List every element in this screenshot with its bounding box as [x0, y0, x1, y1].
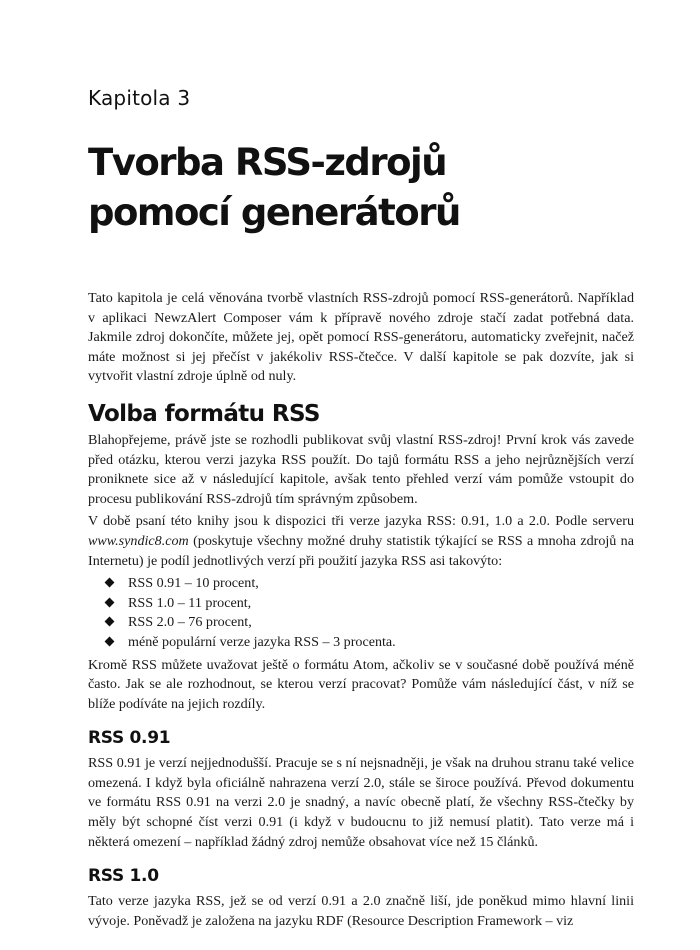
volba-paragraph-2-end: (poskytuje všechny možné druhy statistik týkající se RSS a mnoha zdrojů na Internetu) je podíl jednotlivých verzí při použití jazyka RSS asi takovýto: [88, 532, 634, 569]
list-item [106, 633, 634, 653]
section-heading-rss091: RSS 0.91 [88, 728, 171, 749]
chapter-title-line-1: Tvorba RSS-zdrojů [88, 141, 447, 184]
rss091-paragraph: RSS 0.91 je verzí nejjednodušší. Pracuje se s ní nejsnadněji, je však na druhou stranu také velice omezená. I když byla oficiálně nahrazena verzí 2.0, stále se široce používá. Převod dokumentu ve formátu RSS 0.91 na verzi 2.0 je snadný, a navíc obecně platí, že všechny RSS-čtečky by měly být schopné číst verzi 0.91 (i když v budoucnu to již nemusí platit). Tato verze má i některá omezení – například žádný zdroj nemůže obsahovat více než 15 článků. [88, 755, 634, 850]
volba-paragraph-2 [88, 512, 634, 571]
list-item [106, 613, 634, 633]
diamond-bullet-icon [105, 597, 115, 607]
syndic8-url: www.syndic8.com [88, 532, 189, 549]
section-heading-volba: Volba formátu RSS [88, 400, 320, 427]
chapter-title-line-2: pomocí generátorů [88, 191, 460, 234]
list-item-text: RSS 1.0 – 11 procent, [128, 594, 252, 611]
book-page [88, 0, 634, 950]
version-share-list [88, 574, 634, 652]
list-item [106, 594, 634, 614]
rss10-paragraph: Tato verze jazyka RSS, jež se od verzí 0.91 a 2.0 značně liší, jde poněkud mimo hlavní linii vývoje. Poněvadž je založena na jazyku RDF (Resource Description Framework – viz [88, 893, 634, 929]
intro-paragraph: Tato kapitola je celá věnována tvorbě vlastních RSS-zdrojů pomocí RSS-generátorů. Například v aplikaci NewzAlert Composer vám k přípravě nového zdroje stačí zadat potřebná data. Jakmile zdroj dokončíte, můžete jej, opět pomocí RSS-generátoru, automaticky zveřejnit, načež máte možnost si jej přečíst v jakékoliv RSS-čtečce. V další kapitole se pak dozvíte, jak si vytvořit vlastní zdroje úplně od nuly. [88, 290, 634, 385]
list-item-text: méně populární verze jazyka RSS – 3 procenta. [128, 633, 396, 650]
section-heading-rss10: RSS 1.0 [88, 866, 159, 887]
volba-paragraph-2-start: V době psaní této knihy jsou k dispozici tři verze jazyka RSS: 0.91, 1.0 a 2.0. Podle serveru [88, 513, 634, 530]
chapter-title [88, 138, 460, 238]
volba-paragraph-3: Kromě RSS můžete uvažovat ještě o formátu Atom, ačkoliv se v současné době používá méně často. Jak se ale rozhodnout, se kterou verzí pracovat? Pomůže vám následující část, v níž se blíže podíváte na jejich rozdíly. [88, 656, 634, 712]
diamond-bullet-icon [105, 636, 115, 646]
body-text [88, 289, 634, 934]
list-item [106, 574, 634, 594]
list-item-text: RSS 2.0 – 76 procent, [128, 614, 252, 631]
diamond-bullet-icon [105, 617, 115, 627]
list-item-text: RSS 0.91 – 10 procent, [128, 575, 259, 592]
diamond-bullet-icon [105, 578, 115, 588]
volba-paragraph-1: Blahopřejeme, právě jste se rozhodli publikovat svůj vlastní RSS-zdroj! První krok vás zavede před otázku, kterou verzi jazyka RSS použít. Do tajů formátu RSS a jeho nejrůznějších verzí proniknete sice až v následující kapitole, avšak tento přehled verzí vám pomůže vstoupit do procesu publikování RSS-zdrojů tím správným způsobem. [88, 431, 634, 507]
chapter-label: Kapitola 3 [88, 86, 191, 110]
